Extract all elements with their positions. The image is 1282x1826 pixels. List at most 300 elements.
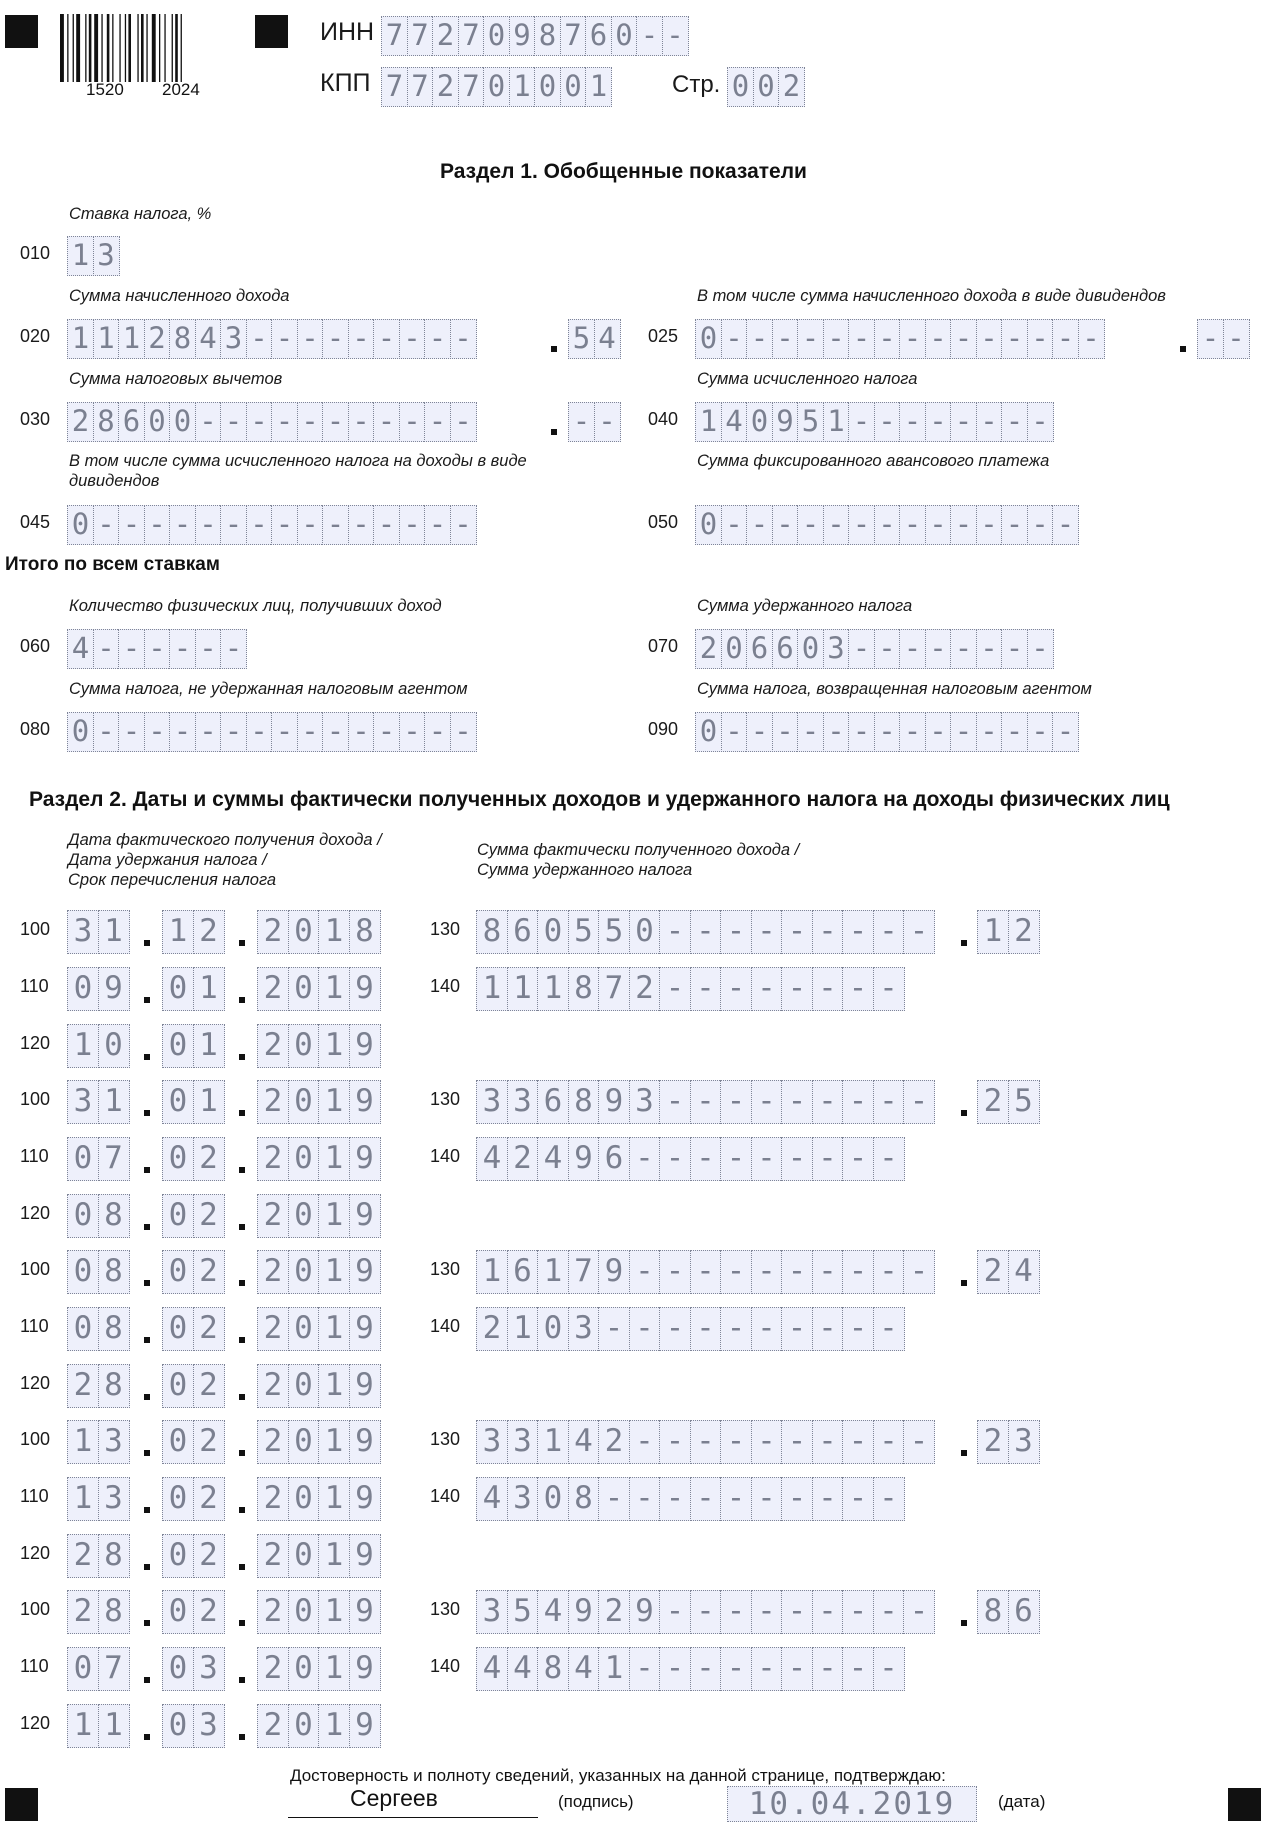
- char-cell: -: [144, 712, 171, 752]
- char-cell: 5: [1008, 1080, 1040, 1124]
- char-cell: -: [424, 505, 451, 545]
- date-100-part-1: [67, 1080, 128, 1124]
- char-cell: 2: [598, 1590, 630, 1634]
- decimal-point: [551, 429, 557, 435]
- signature-date-field: 10.04.2019: [727, 1786, 977, 1822]
- char-cell: -: [823, 712, 850, 752]
- char-cell: 0: [288, 1534, 320, 1578]
- char-cell: 1: [93, 319, 120, 359]
- barcode-bar: [94, 14, 98, 82]
- date-110-part-3: [257, 1647, 379, 1691]
- char-cell: -: [348, 712, 375, 752]
- char-cell: -: [746, 712, 773, 752]
- date-separator-dot: [239, 1677, 245, 1683]
- char-cell: 9: [349, 1250, 381, 1294]
- barcode-bar: [101, 14, 102, 82]
- char-cell: -: [903, 1420, 935, 1464]
- char-cell: 0: [695, 319, 722, 359]
- char-cell: 0: [753, 67, 780, 107]
- char-cell: -: [690, 1080, 722, 1124]
- char-cell: -: [720, 1137, 752, 1181]
- char-cell: -: [751, 1477, 783, 1521]
- char-cell: 0: [288, 1024, 320, 1068]
- date-120-part-3: [257, 1704, 379, 1748]
- char-cell: -: [220, 712, 247, 752]
- char-cell: -: [373, 402, 400, 442]
- barcode-bar: [107, 14, 110, 82]
- barcode-bar: [152, 14, 156, 82]
- code-025: 025: [648, 326, 679, 346]
- barcode-number-left: 1520: [86, 80, 124, 99]
- char-cell: 0: [67, 1194, 99, 1238]
- char-cell: -: [690, 910, 722, 954]
- char-cell: 1: [193, 1024, 225, 1068]
- code-140: 140: [430, 1146, 461, 1166]
- field-130: [476, 1080, 934, 1124]
- char-cell: 0: [162, 1250, 194, 1294]
- field-140: [476, 1307, 903, 1351]
- date-separator-dot: [144, 940, 150, 946]
- char-cell: -: [751, 1590, 783, 1634]
- char-cell: 0: [560, 67, 587, 107]
- char-cell: 0: [611, 16, 638, 56]
- field-130: [476, 1590, 934, 1634]
- date-120-part-2: [162, 1194, 223, 1238]
- char-cell: 1: [98, 1080, 130, 1124]
- char-cell: 9: [349, 1137, 381, 1181]
- char-cell: 1: [118, 319, 145, 359]
- char-cell: 2: [193, 1364, 225, 1408]
- char-cell: -: [874, 712, 901, 752]
- char-cell: -: [144, 505, 171, 545]
- char-cell: 0: [162, 1647, 194, 1691]
- char-cell: 2: [193, 1137, 225, 1181]
- char-cell: -: [1223, 319, 1250, 359]
- section1-title: Раздел 1. Обобщенные показатели: [440, 160, 807, 183]
- char-cell: -: [373, 712, 400, 752]
- char-cell: 6: [772, 629, 799, 669]
- decimal-point: [961, 1620, 967, 1626]
- barcode-bar: [89, 14, 92, 82]
- char-cell: 1: [318, 1420, 350, 1464]
- char-cell: -: [659, 1307, 691, 1351]
- char-cell: -: [720, 967, 752, 1011]
- char-cell: -: [629, 1477, 661, 1521]
- date-separator-dot: [144, 1167, 150, 1173]
- char-cell: 8: [98, 1534, 130, 1578]
- decimal-point: [961, 940, 967, 946]
- char-cell: 1: [476, 967, 508, 1011]
- char-cell: -: [812, 1250, 844, 1294]
- char-cell: 2: [257, 1364, 289, 1408]
- code-100: 100: [20, 1429, 51, 1449]
- code-140: 140: [430, 1316, 461, 1336]
- char-cell: -: [690, 1307, 722, 1351]
- char-cell: 8: [98, 1194, 130, 1238]
- char-cell: 0: [162, 1024, 194, 1068]
- char-cell: -: [823, 319, 850, 359]
- date-100-part-2: [162, 1420, 223, 1464]
- char-cell: -: [659, 1477, 691, 1521]
- char-cell: -: [746, 505, 773, 545]
- char-cell: -: [903, 1590, 935, 1634]
- char-cell: 2: [193, 1420, 225, 1464]
- char-cell: -: [450, 505, 477, 545]
- char-cell: -: [781, 1590, 813, 1634]
- char-cell: -: [797, 319, 824, 359]
- char-cell: 9: [568, 1590, 600, 1634]
- char-cell: 2: [193, 1590, 225, 1634]
- char-cell: 1: [598, 1647, 630, 1691]
- field-020-fraction: [568, 319, 619, 359]
- char-cell: -: [721, 319, 748, 359]
- date-100-part-3: [257, 1590, 379, 1634]
- char-cell: 3: [193, 1704, 225, 1748]
- date-separator-dot: [144, 1280, 150, 1286]
- char-cell: -: [842, 910, 874, 954]
- char-cell: 9: [349, 1024, 381, 1068]
- char-cell: 3: [507, 1420, 539, 1464]
- char-cell: -: [594, 402, 621, 442]
- char-cell: 2: [67, 1590, 99, 1634]
- char-cell: -: [169, 629, 196, 669]
- date-110-part-3: [257, 1307, 379, 1351]
- char-cell: 1: [67, 1024, 99, 1068]
- char-cell: 7: [560, 16, 587, 56]
- char-cell: 2: [257, 1307, 289, 1351]
- sums-label-line1: Сумма фактически полученного дохода /: [477, 841, 800, 859]
- char-cell: 2: [507, 1137, 539, 1181]
- char-cell: 2: [778, 67, 805, 107]
- field-140: [476, 967, 903, 1011]
- code-010: 010: [20, 243, 51, 263]
- char-cell: -: [812, 1080, 844, 1124]
- char-cell: -: [195, 712, 222, 752]
- date-100-part-2: [162, 1590, 223, 1634]
- char-cell: 3: [476, 1420, 508, 1464]
- char-cell: 4: [568, 1420, 600, 1464]
- char-cell: -: [950, 629, 977, 669]
- char-cell: -: [1001, 629, 1028, 669]
- char-cell: 1: [162, 910, 194, 954]
- char-cell: -: [751, 1647, 783, 1691]
- char-cell: -: [781, 1250, 813, 1294]
- date-separator-dot: [144, 1450, 150, 1456]
- date-110-part-2: [162, 1137, 223, 1181]
- char-cell: -: [322, 402, 349, 442]
- char-cell: -: [399, 319, 426, 359]
- code-110: 110: [20, 1656, 49, 1676]
- char-cell: -: [297, 505, 324, 545]
- char-cell: 8: [98, 1590, 130, 1634]
- field-070: [695, 629, 1052, 669]
- char-cell: 1: [67, 1420, 99, 1464]
- char-cell: -: [598, 1307, 630, 1351]
- char-cell: -: [772, 319, 799, 359]
- char-cell: 0: [162, 1420, 194, 1464]
- char-cell: 9: [349, 1590, 381, 1634]
- char-cell: -: [93, 505, 120, 545]
- char-cell: 0: [98, 1024, 130, 1068]
- char-cell: -: [812, 1307, 844, 1351]
- char-cell: -: [690, 1477, 722, 1521]
- char-cell: -: [659, 1420, 691, 1464]
- char-cell: 3: [93, 236, 120, 276]
- char-cell: -: [873, 1137, 905, 1181]
- char-cell: -: [720, 1647, 752, 1691]
- char-cell: -: [690, 967, 722, 1011]
- char-cell: -: [903, 1080, 935, 1124]
- char-cell: 1: [585, 67, 612, 107]
- char-cell: 1: [977, 910, 1009, 954]
- char-cell: 2: [695, 629, 722, 669]
- char-cell: -: [348, 319, 375, 359]
- char-cell: -: [721, 505, 748, 545]
- char-cell: 7: [568, 1250, 600, 1294]
- char-cell: 0: [288, 967, 320, 1011]
- char-cell: -: [690, 1590, 722, 1634]
- char-cell: -: [399, 402, 426, 442]
- page-label: Стр.: [672, 71, 721, 98]
- barcode: [60, 14, 232, 82]
- char-cell: 1: [537, 1250, 569, 1294]
- char-cell: 2: [67, 1534, 99, 1578]
- char-cell: -: [751, 1250, 783, 1294]
- char-cell: -: [220, 402, 247, 442]
- corner-marker-top-center: [255, 15, 288, 48]
- char-cell: -: [297, 712, 324, 752]
- date-100-part-1: [67, 1590, 128, 1634]
- char-cell: -: [950, 402, 977, 442]
- char-cell: 8: [349, 910, 381, 954]
- char-cell: -: [842, 967, 874, 1011]
- char-cell: -: [1052, 712, 1079, 752]
- char-cell: 0: [483, 67, 510, 107]
- code-140: 140: [430, 1486, 461, 1506]
- char-cell: -: [144, 629, 171, 669]
- char-cell: 0: [695, 712, 722, 752]
- char-cell: 0: [288, 1420, 320, 1464]
- char-cell: -: [772, 505, 799, 545]
- code-130: 130: [430, 1089, 461, 1109]
- char-cell: -: [720, 1080, 752, 1124]
- char-cell: -: [169, 505, 196, 545]
- char-cell: -: [842, 1307, 874, 1351]
- char-cell: -: [873, 967, 905, 1011]
- char-cell: -: [950, 712, 977, 752]
- char-cell: -: [1001, 505, 1028, 545]
- barcode-bar: [141, 14, 144, 82]
- date-separator-dot: [144, 1337, 150, 1343]
- field-090: [695, 712, 1078, 752]
- char-cell: 1: [318, 1477, 350, 1521]
- char-cell: 0: [288, 1080, 320, 1124]
- char-cell: -: [195, 402, 222, 442]
- barcode-number-right: 2024: [162, 80, 200, 99]
- date-separator-dot: [144, 1734, 150, 1740]
- char-cell: 3: [67, 910, 99, 954]
- confirmation-statement: Достоверность и полноту сведений, указанных на данной странице, подтверждаю:: [290, 1766, 946, 1785]
- char-cell: 1: [67, 1477, 99, 1521]
- char-cell: 1: [98, 910, 130, 954]
- char-cell: -: [1078, 319, 1105, 359]
- char-cell: -: [899, 319, 926, 359]
- char-cell: 8: [534, 16, 561, 56]
- char-cell: -: [399, 505, 426, 545]
- char-cell: 9: [509, 16, 536, 56]
- char-cell: -: [1027, 505, 1054, 545]
- code-140: 140: [430, 1656, 461, 1676]
- decimal-point: [961, 1110, 967, 1116]
- decimal-point: [1180, 346, 1186, 352]
- char-cell: 0: [162, 1704, 194, 1748]
- char-cell: -: [1027, 402, 1054, 442]
- char-cell: 3: [476, 1080, 508, 1124]
- char-cell: 1: [507, 1307, 539, 1351]
- date-100-part-1: [67, 910, 128, 954]
- barcode-bar: [73, 14, 74, 82]
- date-120-part-1: [67, 1364, 128, 1408]
- char-cell: 1: [318, 1590, 350, 1634]
- char-cell: 3: [193, 1647, 225, 1691]
- field-080: [67, 712, 475, 752]
- barcode-bar: [164, 14, 165, 82]
- sums-label-line2: Сумма удержанного налога: [477, 861, 693, 879]
- char-cell: -: [399, 712, 426, 752]
- barcode-bar: [60, 14, 64, 82]
- code-100: 100: [20, 1599, 51, 1619]
- char-cell: -: [925, 712, 952, 752]
- corner-marker-bottom-right: [1228, 1788, 1261, 1821]
- char-cell: 5: [568, 319, 595, 359]
- date-120-part-2: [162, 1364, 223, 1408]
- char-cell: -: [976, 319, 1003, 359]
- char-cell: 7: [458, 16, 485, 56]
- char-cell: -: [246, 712, 273, 752]
- field-130-fraction: [977, 1420, 1038, 1464]
- field-030-fraction: [568, 402, 619, 442]
- char-cell: -: [751, 1420, 783, 1464]
- totals-title: Итого по всем ставкам: [5, 554, 220, 575]
- char-cell: 0: [144, 402, 171, 442]
- char-cell: 1: [193, 967, 225, 1011]
- char-cell: -: [720, 1420, 752, 1464]
- char-cell: 9: [772, 402, 799, 442]
- date-120-part-1: [67, 1704, 128, 1748]
- char-cell: -: [629, 1307, 661, 1351]
- char-cell: 9: [598, 1250, 630, 1294]
- char-cell: 1: [318, 1534, 350, 1578]
- code-090: 090: [648, 719, 679, 739]
- char-cell: 8: [93, 402, 120, 442]
- char-cell: 4: [537, 1590, 569, 1634]
- char-cell: -: [873, 1420, 905, 1464]
- char-cell: 1: [318, 1364, 350, 1408]
- char-cell: 0: [537, 1307, 569, 1351]
- barcode-bar: [85, 14, 86, 82]
- char-cell: -: [720, 910, 752, 954]
- char-cell: -: [873, 1307, 905, 1351]
- date-separator-dot: [239, 1167, 245, 1173]
- barcode-bar: [112, 14, 113, 82]
- char-cell: 3: [507, 1477, 539, 1521]
- char-cell: -: [976, 712, 1003, 752]
- char-cell: 1: [537, 1420, 569, 1464]
- code-130: 130: [430, 1599, 461, 1619]
- char-cell: -: [246, 505, 273, 545]
- date-100-part-3: [257, 1080, 379, 1124]
- char-cell: 4: [67, 629, 94, 669]
- char-cell: 5: [568, 910, 600, 954]
- signature-line: [288, 1817, 538, 1818]
- code-120: 120: [20, 1373, 51, 1393]
- char-cell: -: [690, 1420, 722, 1464]
- char-cell: -: [659, 1590, 691, 1634]
- char-cell: 2: [193, 910, 225, 954]
- date-separator-dot: [144, 1507, 150, 1513]
- char-cell: -: [812, 910, 844, 954]
- char-cell: 2: [193, 1534, 225, 1578]
- field-060: [67, 629, 246, 669]
- char-cell: -: [976, 629, 1003, 669]
- char-cell: -: [781, 1137, 813, 1181]
- date-110-part-1: [67, 1477, 128, 1521]
- char-cell: 6: [1008, 1590, 1040, 1634]
- barcode-bar: [146, 14, 147, 82]
- char-cell: 1: [67, 236, 94, 276]
- char-cell: 2: [67, 402, 94, 442]
- char-cell: -: [1027, 319, 1054, 359]
- char-cell: 0: [288, 1590, 320, 1634]
- char-cell: -: [220, 505, 247, 545]
- date-label: (дата): [998, 1792, 1046, 1811]
- char-cell: -: [659, 1137, 691, 1181]
- char-cell: -: [297, 402, 324, 442]
- code-120: 120: [20, 1203, 51, 1223]
- char-cell: 1: [823, 402, 850, 442]
- char-cell: -: [950, 505, 977, 545]
- field-130: [476, 910, 934, 954]
- field-130-fraction: [977, 1590, 1038, 1634]
- date-110-part-1: [67, 1137, 128, 1181]
- char-cell: -: [873, 910, 905, 954]
- char-cell: 4: [476, 1477, 508, 1521]
- field-045: [67, 505, 475, 545]
- field-025: [695, 319, 1103, 359]
- char-cell: 1: [67, 1704, 99, 1748]
- char-cell: -: [899, 712, 926, 752]
- char-cell: 9: [349, 967, 381, 1011]
- char-cell: 2: [476, 1307, 508, 1351]
- char-cell: 9: [598, 1080, 630, 1124]
- char-cell: 2: [257, 1250, 289, 1294]
- date-120-part-2: [162, 1534, 223, 1578]
- char-cell: -: [812, 1477, 844, 1521]
- field-130-fraction: [977, 1080, 1038, 1124]
- char-cell: 1: [318, 967, 350, 1011]
- char-cell: -: [450, 402, 477, 442]
- char-cell: 2: [977, 1250, 1009, 1294]
- char-cell: -: [629, 1250, 661, 1294]
- char-cell: -: [629, 1137, 661, 1181]
- char-cell: 4: [507, 1647, 539, 1691]
- char-cell: -: [812, 1137, 844, 1181]
- char-cell: 8: [977, 1590, 1009, 1634]
- char-cell: 6: [585, 16, 612, 56]
- char-cell: -: [812, 967, 844, 1011]
- char-cell: -: [848, 319, 875, 359]
- field-130-fraction: [977, 910, 1038, 954]
